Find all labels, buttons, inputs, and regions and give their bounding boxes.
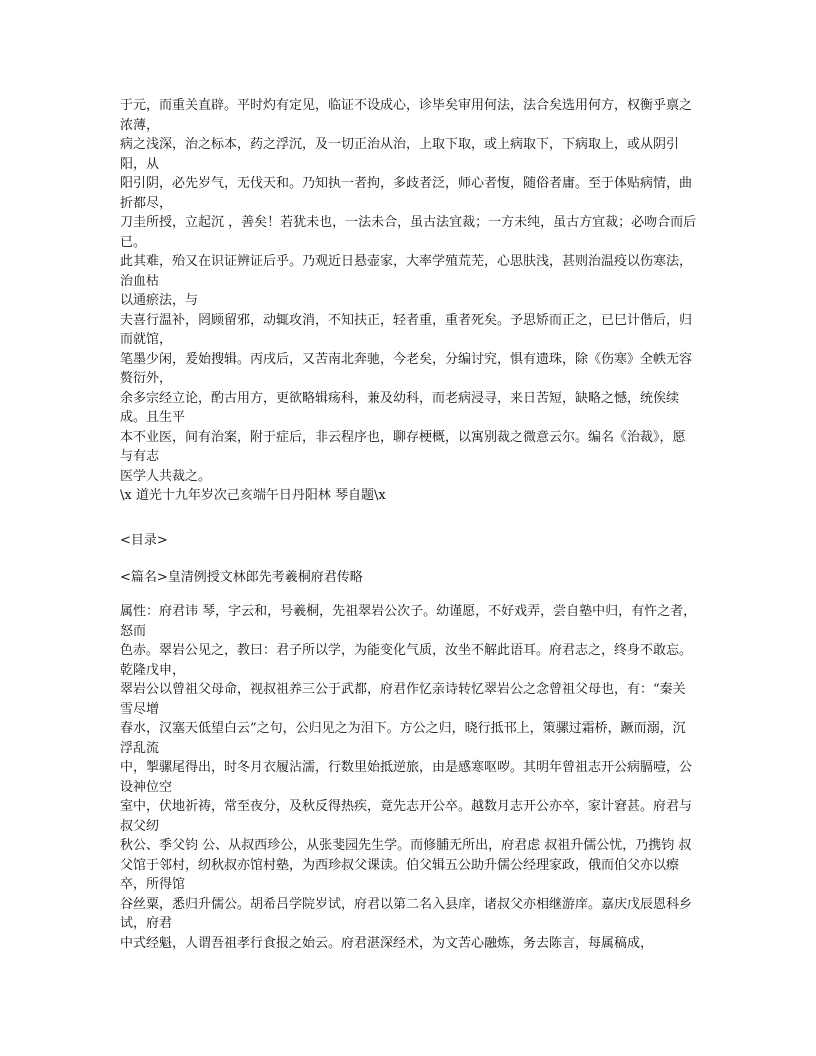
- toc-heading-section: [120, 531, 698, 551]
- preface-line: 此其难，殆又在识证辨证后乎。乃观近日悬壶家，大率学殖荒芜，心思肤浅，甚则治温疫以伤寒法，治血枯: [120, 254, 693, 289]
- preface-line: 医学人共裁之。: [120, 468, 212, 484]
- article-title-section: [120, 568, 698, 588]
- preface-line: 病之浅深，治之标本，药之浮沉，及一切正治从治，上取下取，或上病取下，下病取上，或从阴引阳，从: [120, 137, 680, 172]
- biography-line: 中式经魁，人谓吾祖孝行食报之始云。府君湛深经术，为文苦心融炼，务去陈言，每属稿成，: [120, 935, 654, 951]
- biography-line: 色赤。翠岩公见之，教曰：君子所以学，为能变化气质，汝坐不解此语耳。府君志之，终身不敢忘。乾隆戊申，: [120, 643, 693, 678]
- toc-heading: <目录>: [120, 533, 168, 548]
- preface-line: 笔墨少闲，爰始搜辑。丙戌后，又苦南北奔驰，今老矣，分编讨究，惧有遗珠，除《伤寒》全帙无容赘衍外，: [120, 351, 693, 386]
- preface-line: 余多宗经立论，酌古用方，更欲略辑疡科，兼及幼科，而老病浸寻，来日苦短，缺略之憾，统俟续成。且生平: [120, 390, 680, 425]
- preface-line: 于元，而重关直辟。平时灼有定见，临证不设成心，诊毕矣审用何法，法合矣选用何方，权衡乎禀之浓薄，: [120, 98, 693, 133]
- biography-line: 谷丝粟，悉归升儒公。胡希吕学院岁试，府君以第二名入县庠，诸叔父亦相继游庠。嘉庆戊辰恩科乡试，府君: [120, 896, 693, 931]
- biography-line: 父馆于邻村，纫秋叔亦馆村塾，为西珍叔父课读。伯父辑五公助升儒公经理家政，俄而伯父亦以瘵卒，所得馆: [120, 857, 680, 892]
- preface-section: [120, 96, 698, 506]
- biography-line: 中，掣骡尾得出，时冬月衣履沾濡，行数里始抵逆旅，由是感寒呕哕。其明年曾祖志开公病膈噎，公设神位空: [120, 760, 693, 795]
- preface-line: 以通瘀法，与: [120, 293, 199, 308]
- preface-line: 刀圭所授，立起沉 ，善矣！若犹未也，一法未合，虽古法宜裁；一方未纯，虽古方宜裁；必吻合而后已。: [120, 215, 697, 250]
- biography-section: [120, 602, 698, 953]
- article-title: <篇名>皇清例授文林郎先考羲桐府君传略: [120, 570, 363, 585]
- biography-line: 属性：府君讳 琴，字云和，号羲桐，先祖翠岩公次子。幼谨愿，不好戏弄，尝自塾中归，有忤之者，怒而: [120, 604, 697, 639]
- preface-line: 夫喜行温补，罔顾留邪，动辄攻消，不知扶正，轻者重，重者死矣。予思矫而正之，已巳计偕后，归而就馆，: [120, 312, 693, 347]
- preface-signature: \x 道光十九年岁次己亥端午日丹阳林 琴自题\x: [120, 488, 386, 503]
- biography-line: 室中，伏地祈祷，常至夜分，及秋反得热疾，竟先志开公卒。越数月志开公亦卒，家计窘甚。府君与叔父纫: [120, 799, 693, 834]
- biography-line: 春水，汉塞天低望白云”之句，公归见之为泪下。方公之归，晓行抵邗上，策骡过霜桥，蹶而溺，沉浮乱流: [120, 721, 686, 756]
- biography-line: 翠岩公以曾祖父母命，视叔祖养三公于武都，府君作忆亲诗转忆翠岩公之念曾祖父母也，有：“秦关雪尽增: [120, 682, 686, 717]
- preface-line: 本不业医，间有治案，附于症后，非云程序也，聊存梗概，以寓别裁之微意云尔。编名《治裁》，愿与有志: [120, 429, 686, 464]
- biography-line: 秋公、季父钧 公、从叔西珍公，从张斐园先生学。而修脯无所出，府君虑 叔祖升儒公忧，乃携钧 叔: [120, 838, 692, 853]
- preface-line: 阳引阴，必先岁气，无伐天和。乃知执一者拘，多歧者泛，师心者愎，随俗者庸。至于体贴病情，曲折都尽，: [120, 176, 693, 211]
